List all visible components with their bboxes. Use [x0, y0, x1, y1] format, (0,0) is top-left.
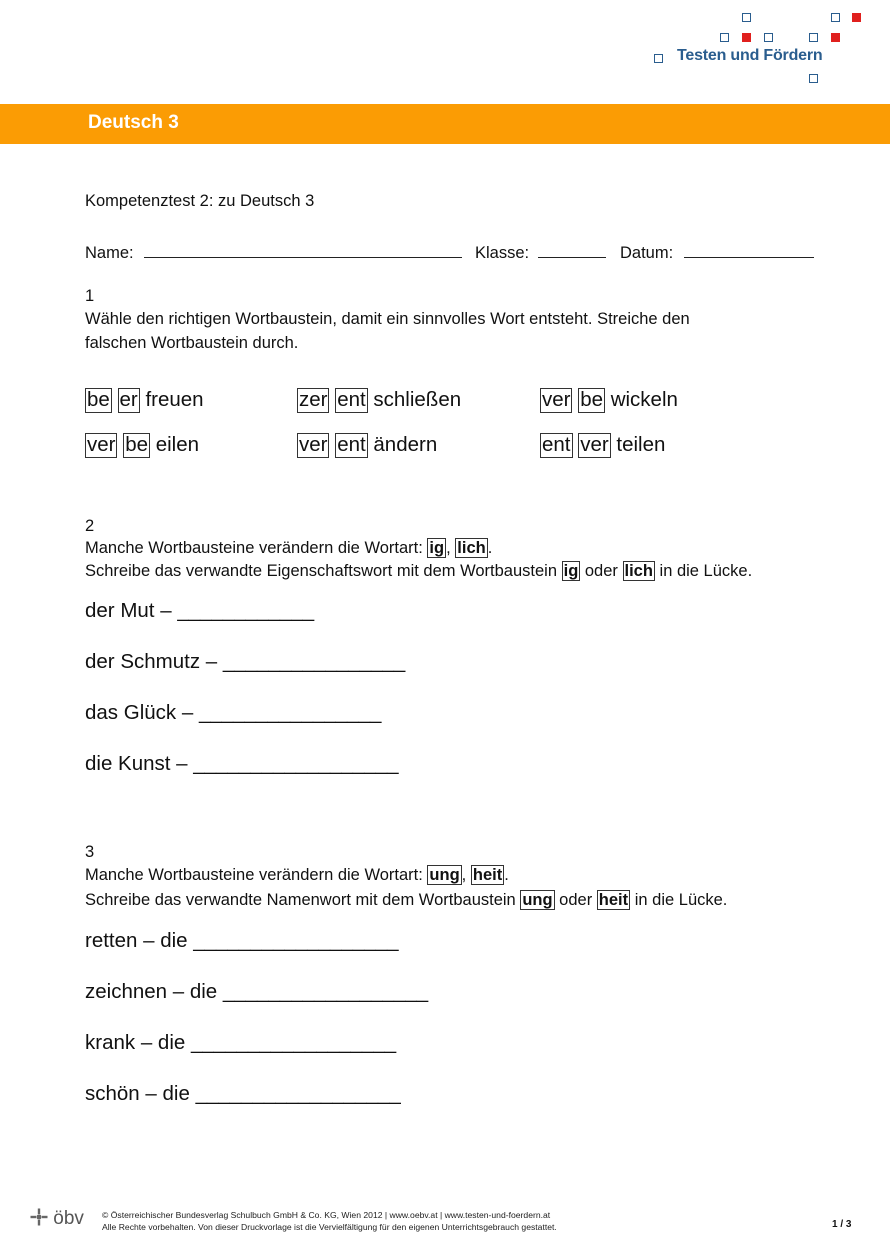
- gap-item: [85, 1031, 396, 1055]
- suffix-box: lich: [457, 539, 486, 557]
- task1-instruction-line1: Wähle den richtigen Wortbaustein, damit ein sinnvolles Wort entsteht. Streiche den: [85, 310, 690, 328]
- task3-number: 3: [85, 843, 95, 861]
- word-item: [85, 433, 199, 458]
- answer-blank[interactable]: __________________: [222, 980, 429, 1003]
- gap-item: [85, 980, 428, 1004]
- prefix-option[interactable]: be: [87, 388, 110, 411]
- footer-line2: Alle Rechte vorbehalten. Von dieser Druckvorlage ist die Vervielfältigung für den eigenen Unterrichtsgebrauch gestattet.: [102, 1222, 557, 1233]
- task2-instruction-line1: [85, 538, 492, 559]
- punctuation: ,: [461, 866, 467, 884]
- date-field[interactable]: [684, 241, 814, 258]
- instruction-text: oder: [559, 891, 593, 909]
- suffix-box: ig: [429, 539, 445, 557]
- name-row: [85, 241, 462, 264]
- gap-prompt: krank – die: [85, 1031, 186, 1054]
- prefix-option[interactable]: ent: [542, 433, 571, 456]
- prefix-option[interactable]: ver: [87, 433, 116, 456]
- gap-prompt: der Mut –: [85, 599, 172, 622]
- publisher-mark-icon: [30, 1208, 48, 1226]
- word-item: [85, 388, 204, 413]
- gap-prompt: retten – die: [85, 929, 188, 952]
- gap-prompt: zeichnen – die: [85, 980, 218, 1003]
- suffix-box: heit: [472, 866, 503, 884]
- instruction-text: Manche Wortbausteine verändern die Wortart:: [85, 539, 423, 557]
- banner-title: Deutsch 3: [88, 112, 179, 133]
- logo-square: [720, 33, 729, 42]
- answer-blank[interactable]: ________________: [198, 701, 382, 724]
- word-stem: teilen: [616, 433, 666, 456]
- prefix-option[interactable]: ent: [337, 433, 366, 456]
- logo-square: [852, 13, 861, 22]
- instruction-text: Manche Wortbausteine verändern die Wortart:: [85, 866, 423, 884]
- gap-prompt: schön – die: [85, 1082, 190, 1105]
- gap-item: [85, 650, 405, 674]
- logo-square: [654, 54, 663, 63]
- logo-square: [809, 74, 818, 83]
- answer-blank[interactable]: ____________: [177, 599, 315, 622]
- instruction-text: oder: [584, 562, 618, 580]
- prefix-option[interactable]: ent: [337, 388, 366, 411]
- test-subtitle: Kompetenztest 2: zu Deutsch 3: [85, 192, 315, 210]
- word-stem: wickeln: [610, 388, 678, 411]
- class-row: [475, 241, 606, 264]
- logo-square: [831, 13, 840, 22]
- answer-blank[interactable]: __________________: [193, 752, 399, 775]
- task2-number: 2: [85, 517, 95, 535]
- instruction-text: in die Lücke.: [659, 562, 753, 580]
- answer-blank[interactable]: __________________: [193, 929, 399, 952]
- name-label: Name:: [85, 244, 134, 262]
- gap-prompt: die Kunst –: [85, 752, 188, 775]
- prefix-option[interactable]: er: [119, 388, 138, 411]
- subject-banner: [0, 104, 890, 144]
- suffix-box: ung: [522, 891, 553, 909]
- gap-item: [85, 599, 314, 623]
- answer-blank[interactable]: __________________: [195, 1082, 401, 1105]
- gap-item: [85, 929, 399, 953]
- class-field[interactable]: [538, 241, 606, 258]
- task3-instruction-line1: [85, 865, 509, 886]
- logo-square: [831, 33, 840, 42]
- logo-square: [742, 13, 751, 22]
- word-stem: freuen: [145, 388, 204, 411]
- gap-item: [85, 752, 399, 776]
- punctuation: .: [504, 866, 509, 884]
- instruction-text: in die Lücke.: [634, 891, 728, 909]
- word-item: [540, 388, 678, 413]
- word-stem: schließen: [373, 388, 462, 411]
- suffix-box: lich: [624, 562, 653, 580]
- logo-square: [742, 33, 751, 42]
- footer-line1: © Österreichischer Bundesverlag Schulbuch GmbH & Co. KG, Wien 2012 | www.oebv.at | www.testen-und-foerdern.at: [102, 1210, 551, 1220]
- word-item: [540, 433, 665, 458]
- answer-blank[interactable]: __________________: [190, 1031, 397, 1054]
- answer-blank[interactable]: ________________: [222, 650, 406, 673]
- suffix-box: ung: [429, 866, 460, 884]
- page-number: 1 / 3: [832, 1219, 852, 1230]
- task2-instruction-line2: [85, 561, 752, 582]
- gap-prompt: der Schmutz –: [85, 650, 218, 673]
- instruction-text: Schreibe das verwandte Namenwort mit dem Wortbaustein: [85, 891, 516, 909]
- task1-number: 1: [85, 287, 95, 305]
- logo-square: [764, 33, 773, 42]
- date-label: Datum:: [620, 244, 674, 262]
- word-stem: ändern: [373, 433, 438, 456]
- task3-instruction-line2: [85, 890, 727, 911]
- gap-prompt: das Glück –: [85, 701, 194, 724]
- prefix-option[interactable]: ver: [299, 433, 328, 456]
- punctuation: ,: [446, 539, 451, 557]
- publisher-brand: öbv: [53, 1208, 84, 1229]
- suffix-box: heit: [598, 891, 629, 909]
- punctuation: .: [487, 539, 493, 557]
- word-item: [297, 388, 461, 413]
- publisher-logo: [30, 1208, 84, 1230]
- prefix-option[interactable]: zer: [299, 388, 328, 411]
- prefix-option[interactable]: be: [580, 388, 603, 411]
- word-item: [297, 433, 437, 458]
- gap-item: [85, 1082, 401, 1106]
- prefix-option[interactable]: ver: [542, 388, 571, 411]
- prefix-option[interactable]: ver: [580, 433, 609, 456]
- instruction-text: Schreibe das verwandte Eigenschaftswort mit dem Wortbaustein: [85, 562, 558, 580]
- footer-copyright: [102, 1209, 557, 1234]
- logo-text: Testen und Fördern: [677, 47, 823, 64]
- gap-item: [85, 701, 381, 725]
- name-field[interactable]: [144, 241, 462, 258]
- prefix-option[interactable]: be: [125, 433, 148, 456]
- word-stem: eilen: [155, 433, 200, 456]
- class-label: Klasse:: [475, 244, 530, 262]
- suffix-box: ig: [563, 562, 579, 580]
- task1-instruction-line2: falschen Wortbaustein durch.: [85, 334, 299, 352]
- logo-square: [809, 33, 818, 42]
- date-row: [620, 241, 814, 264]
